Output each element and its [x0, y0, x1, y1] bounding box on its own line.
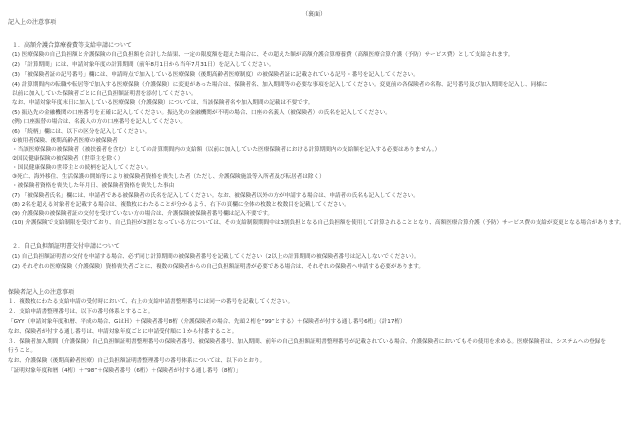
section-1-item: ・国民健康保険の世帯主との続柄を記入してください。 — [12, 165, 152, 171]
section-1-item: (6) 「続柄」欄には、以下の区分を記入してください。 — [12, 129, 151, 135]
section-2-title: ２．自己負担額証明書交付申請について — [12, 243, 120, 250]
section-1-item: 以前に加入していた保険者ごとに自己負担額証明書を添付してください。 — [12, 91, 197, 97]
section-1-item: (7) 「被保険者氏名」欄には、申請者である被保険者の氏名を記入してください。なお、被保険者以外の方が申請する場合は、申請者の氏名も記入してください。 — [12, 193, 419, 199]
section-1-item: なお、申請対象年度末日に加入している医療保険（介護保険）については、当該保険者名や加入期間の記載は不要です。 — [12, 100, 314, 106]
document-heading: 記入上の注意事項 — [8, 19, 57, 26]
section-1-item: (3) 「被保険者証の記号番号」欄には、申請時点で加入している医療保険（後期高齢者医療制度）の被保険者証に記載されている記号・番号を記入してください。 — [12, 72, 419, 78]
section-3-item: 行うこと。 — [8, 348, 36, 354]
section-3-item: 「GYY（申請対象年度和暦、平成の場合、GはＨ）＋保険者番号8桁（介護保険者の場合、先頭２桁を“99”とする）＋保険者が付する通し番号6桁」（計17桁） — [8, 319, 406, 325]
section-1-item: ・当該医療保険の被保険者（被扶養者を含む）としての計算期間内の支給額（以前に加入していた医療保険者における計算期間内の支給額を記入する必要はありません。） — [12, 147, 441, 153]
section-1-item: (5) 振込先の金融機関の口座番号を正確に記入してください。振込先の金融機関が不明の場合、口座の名義人（被保険者）の氏名を記入してください。 — [12, 110, 391, 116]
section-1-item: (9) 介護保険の被保険者証の交付を受けていない方の場合は、介護保険被保険者番号欄は記入不要です。 — [12, 211, 273, 217]
section-3-item: 「証明対象年度和暦（4桁）＋“98”＋保険者番号（6桁）＋保険者が付する通し番号（8桁）」 — [8, 368, 242, 374]
section-3-item: １．複数枚にわたる支給申請の受付時において、右上の支給申請書整理番号には同一の番号を記載してください。 — [8, 299, 294, 305]
page-label: （裏面） — [302, 11, 327, 18]
section-1-item: (1) 医療保険の自己負担額と介護保険の自己負担額を合計した結果、一定の限度額を超えた場合に、その超えた額が高額介護合算療養費（高額医療合算介護（予防）サービス費）として支給されます。 — [12, 52, 514, 58]
section-1-item: (例) 口座振替の場合は、名義人の方の口座番号を記入してください。 — [12, 119, 186, 125]
section-2-item: (1) 自己負担額証明書の交付を申請する場合、必ず同じ計算期間の被保険者番号を記載してください（2以上の計算期間の被保険者番号は記入しないでください）。 — [12, 254, 420, 260]
section-3-item: なお、介護保険（後期高齢者医療）自己負担額証明書整理番号の番号体系については、以下のとおり。 — [8, 358, 266, 364]
section-1-item: ②国民健康保険の被保険者（世帯主を除く） — [12, 156, 124, 162]
section-1-item: (8) 2名を超える対象者を記載する場合は、複数枚にわたることが分かるよう、右下の頁欄に全体の枚数と枚数目を記載してください。 — [12, 202, 350, 208]
section-1-item: ③死亡、海外移住、生活保護の開始等により被保険者資格を喪失した者（ただし、介護保険施設等入所者及び転居者は除く） — [12, 174, 325, 180]
section-1-title: １．高額介護合算療養費等支給申請について — [12, 42, 132, 49]
section-3-item: なお、保険者が付する通し番号は、申請対象年度ごとに申請受付順に１から付番すること。 — [8, 329, 238, 335]
section-1-item: ・被保険者資格を喪失した年月日、被保険者資格を喪失した事由 — [12, 183, 175, 189]
section-1-item: (10) 介護保険で支給制限を受けており、自己負担が3割となっている方については、その支給制限期間中は3割負担となる自己負担額を使用して計算されることとなり、高額医療合算介護（予防）サービス費の支給が変更となる場合があります。 — [12, 220, 625, 226]
section-3-item: ２．支給申請書整理番号は、以下の番号体系とすること。 — [8, 309, 154, 315]
section-3-title: 保険者記入上の注意事項 — [8, 289, 75, 296]
section-1-item: (4) 計算期間内の転職や転居等で加入する医療保険（介護保険）に変更があった場合は、保険者名、加入期間等の必要な事項を記入してください。変更前の各保険者の名称、記号番号及び加入期間を記入し、同様に — [12, 82, 548, 88]
section-2-item: (2) それぞれの医療保険（介護保険）資格喪失者ごとに、複数の保険者からの自己負担額証明書が必要である場合は、それぞれの保険者へ申請する必要があります。 — [12, 264, 425, 270]
section-3-item: ３．保険者加入期間（介護保険）自己負担額証明書整理番号の保険者番号、被保険者番号、加入期間、前年の自己負担額証明書整理番号が記載されている場合、介護保険者においてもその使用を求める。医療保険者は、システムへの登録を — [8, 339, 606, 345]
section-1-item: (2) 「計算期間」には、申請対象年度の計算期間（前年8月1日から当年7月31日）を記入してください。 — [12, 62, 275, 68]
section-1-item: ①被用者保険、後期高齢者医療の被保険者 — [12, 138, 118, 144]
